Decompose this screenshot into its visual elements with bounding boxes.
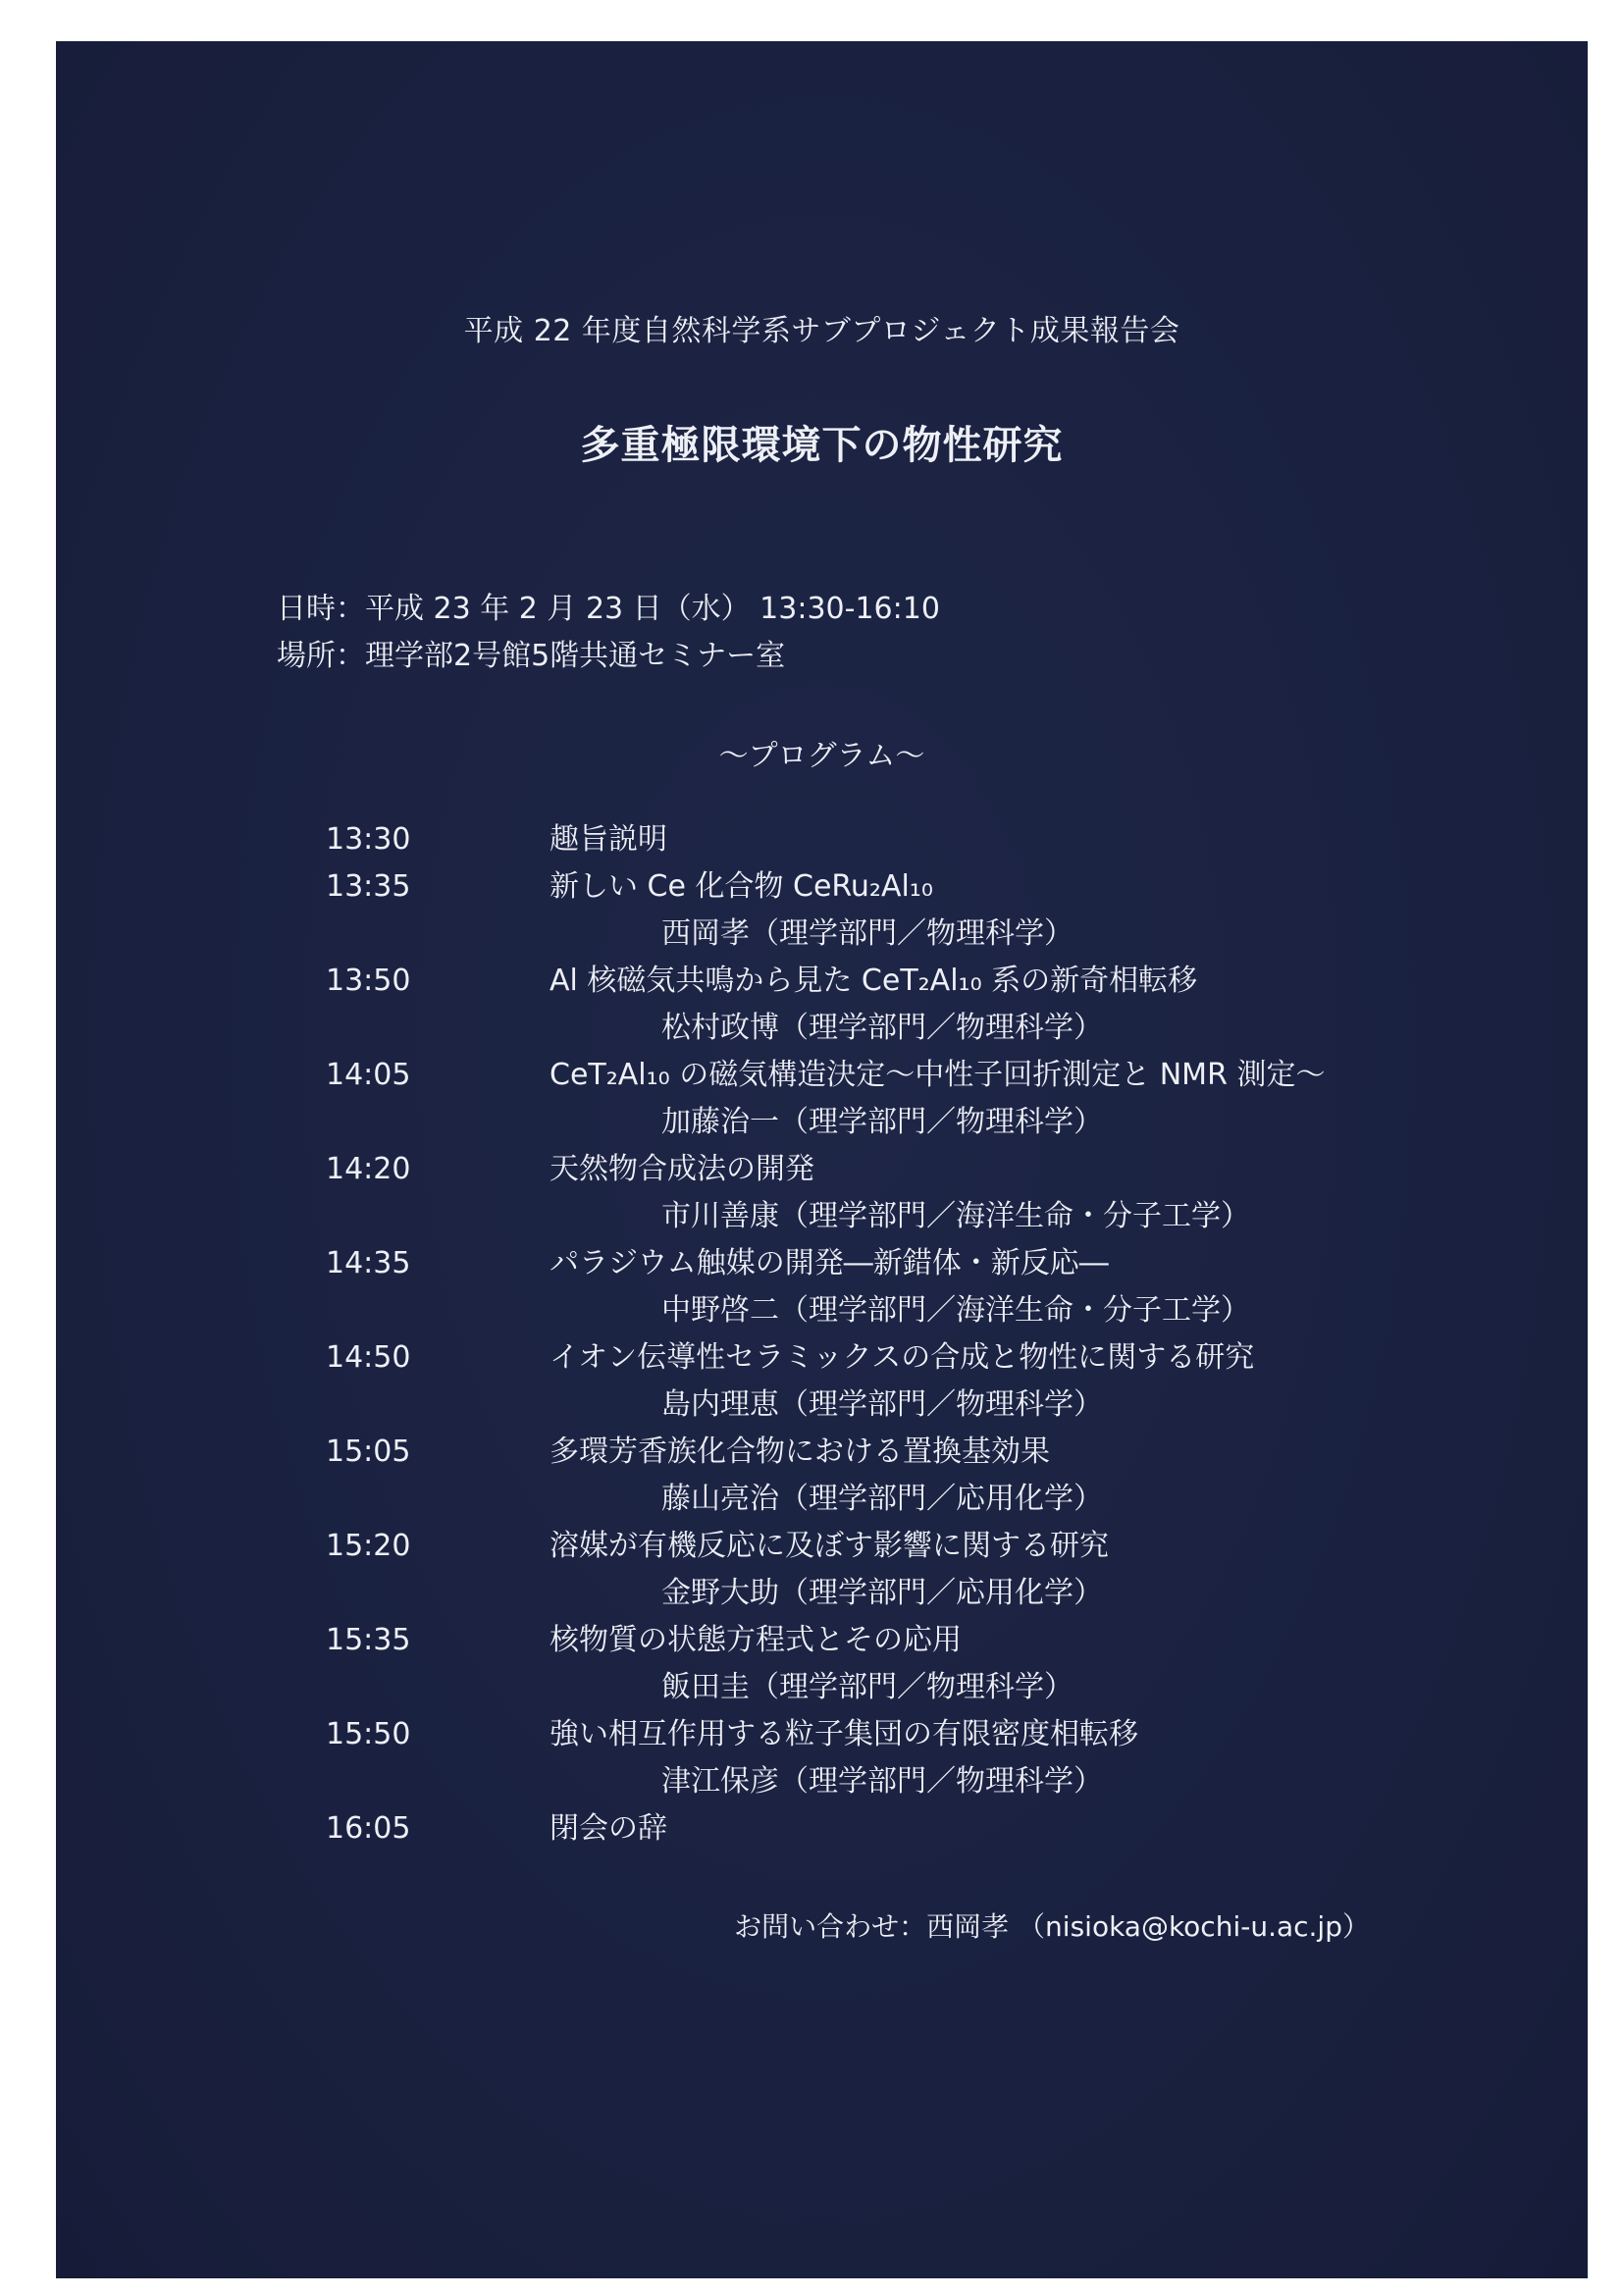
event-date: 日時：平成 23 年 2 月 23 日（水） 13:30-16:10 [277, 592, 940, 626]
session-speaker: 津江保彦（理学部門／物理科学） [661, 1764, 1103, 1799]
program-item [326, 1711, 1307, 1758]
program-item [326, 1146, 1307, 1193]
session-talk-title: イオン伝導性セラミックスの合成と物性に関する研究 [550, 1340, 1255, 1375]
session-time: 14:50 [326, 1340, 411, 1375]
program-item [326, 1429, 1307, 1476]
session-time: 15:35 [326, 1623, 411, 1657]
program-item [326, 958, 1307, 1005]
session-talk-title: パラジウム触媒の開発―新錯体・新反応― [550, 1246, 1109, 1280]
session-talk-title: CeT₂Al₁₀ の磁気構造決定～中性子回折測定と NMR 測定～ [550, 1058, 1326, 1092]
session-time: 15:50 [326, 1717, 411, 1751]
session-time: 16:05 [326, 1811, 411, 1846]
session-speaker: 金野大助（理学部門／応用化学） [661, 1576, 1103, 1610]
session-time: 13:50 [326, 964, 411, 998]
session-time: 13:35 [326, 869, 411, 904]
session-time: 15:20 [326, 1529, 411, 1563]
session-talk-title: 新しい Ce 化合物 CeRu₂Al₁₀ [550, 869, 933, 904]
program-item [326, 816, 1307, 863]
page-title: 多重極限環境下の物性研究 [580, 423, 1064, 468]
session-speaker: 飯田圭（理学部門／物理科学） [661, 1670, 1073, 1704]
session-talk-title: Al 核磁気共鳴から見た CeT₂Al₁₀ 系の新奇相転移 [550, 964, 1198, 998]
session-talk-title: 核物質の状態方程式とその応用 [550, 1623, 962, 1657]
program-item [326, 1240, 1307, 1287]
session-speaker: 松村政博（理学部門／物理科学） [661, 1011, 1103, 1045]
flyer-sheet [56, 41, 1588, 2278]
session-speaker: 市川善康（理学部門／海洋生命・分子工学） [661, 1199, 1250, 1233]
program-item [326, 1617, 1307, 1664]
session-talk-title: 閉会の辞 [550, 1811, 667, 1846]
session-time: 14:05 [326, 1058, 411, 1092]
program-item [326, 863, 1307, 911]
session-talk-title: 趣旨説明 [550, 822, 667, 857]
program-list [326, 816, 1326, 1852]
session-time: 13:30 [326, 822, 411, 857]
session-speaker: 西岡孝（理学部門／物理科学） [661, 916, 1073, 951]
session-time: 14:35 [326, 1246, 411, 1280]
session-talk-title: 溶媒が有機反応に及ぼす影響に関する研究 [550, 1529, 1109, 1563]
session-speaker: 加藤治一（理学部門／物理科学） [661, 1105, 1103, 1139]
contact-info: お問い合わせ：西岡孝 （nisioka@kochi-u.ac.jp） [734, 1910, 1370, 1943]
session-talk-title: 天然物合成法の開発 [550, 1152, 814, 1186]
session-time: 15:05 [326, 1435, 411, 1469]
program-item [326, 1523, 1307, 1570]
report-meeting-subtitle: 平成 22 年度自然科学系サブプロジェクト成果報告会 [463, 314, 1180, 348]
program-item [326, 1052, 1326, 1099]
program-item [326, 1334, 1307, 1382]
event-place: 場所：理学部2号館5階共通セミナー室 [277, 639, 786, 673]
session-speaker: 藤山亮治（理学部門／応用化学） [661, 1482, 1103, 1516]
program-heading: ～プログラム～ [718, 739, 925, 773]
session-time: 14:20 [326, 1152, 411, 1186]
program-item [326, 1805, 1307, 1852]
session-talk-title: 多環芳香族化合物における置換基効果 [550, 1435, 1050, 1469]
session-speaker: 島内理恵（理学部門／物理科学） [661, 1387, 1103, 1422]
session-speaker: 中野啓二（理学部門／海洋生命・分子工学） [661, 1293, 1250, 1328]
session-talk-title: 強い相互作用する粒子集団の有限密度相転移 [550, 1717, 1138, 1751]
